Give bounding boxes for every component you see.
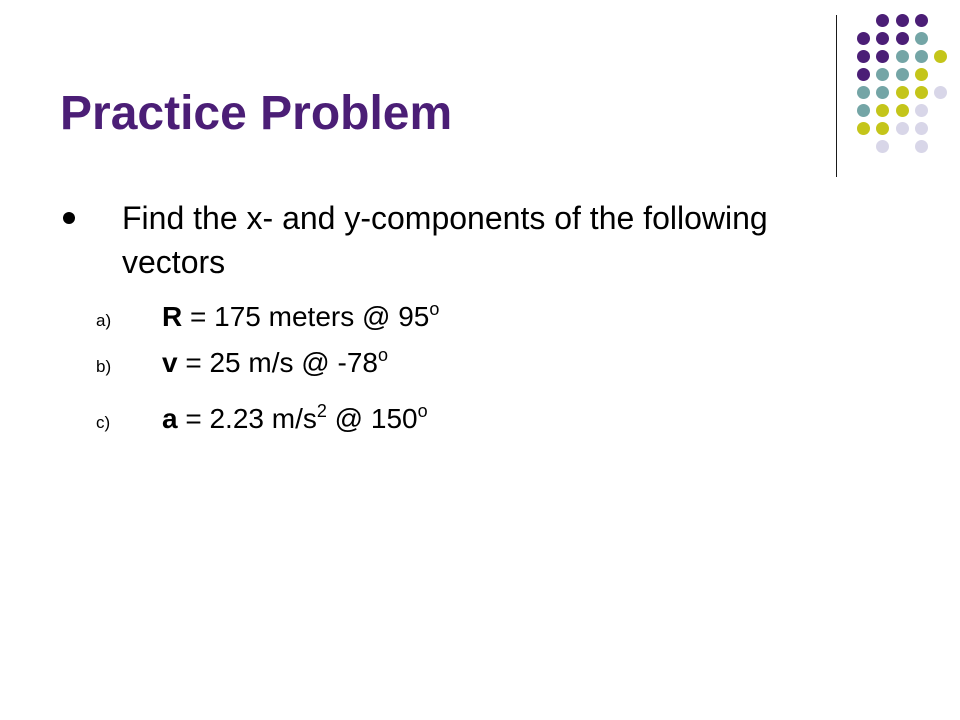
decorative-dot (857, 86, 870, 99)
vector-variable: a (162, 403, 178, 434)
sub-item-text (162, 401, 428, 437)
decorative-dot (896, 14, 909, 27)
squared-superscript: 2 (316, 401, 327, 421)
decorative-dot (915, 140, 928, 153)
decorative-dot (896, 122, 909, 135)
vector-expression: = 175 meters @ 95 (182, 301, 430, 332)
decorative-dot (876, 140, 889, 153)
decorative-dot (896, 86, 909, 99)
decorative-dot (915, 50, 928, 63)
decorative-dot (934, 50, 947, 63)
vector-variable: v (162, 347, 178, 378)
decorative-dot (915, 104, 928, 117)
decorative-dot (876, 14, 889, 27)
decorative-dot (857, 68, 870, 81)
decorative-dot (857, 122, 870, 135)
decorative-dot (896, 104, 909, 117)
slide-title: Practice Problem (60, 87, 453, 140)
decorative-dot (896, 68, 909, 81)
degree-superscript: o (377, 345, 388, 365)
decorative-dot (876, 68, 889, 81)
decorative-dot (915, 14, 928, 27)
decorative-dot (915, 68, 928, 81)
decorative-dot (876, 86, 889, 99)
decorative-dot (896, 50, 909, 63)
vertical-divider (836, 15, 837, 177)
decorative-dot (857, 50, 870, 63)
vector-expression: = 2.23 m/s (177, 403, 317, 434)
decorative-dot (896, 32, 909, 45)
vector-expression-tail: @ 150 (326, 403, 418, 434)
vector-expression: = 25 m/s @ -78 (177, 347, 378, 378)
decorative-dot (857, 104, 870, 117)
decorative-dot (915, 32, 928, 45)
decorative-dot (876, 122, 889, 135)
bullet-dot-icon (63, 212, 75, 224)
sub-item-marker: c) (96, 413, 111, 432)
sub-item-text (162, 345, 388, 381)
sub-item-a (96, 299, 696, 339)
bullet-text: Find the x- and y-components of the following vectors (122, 200, 768, 280)
degree-superscript: o (417, 401, 428, 421)
decorative-dot (934, 86, 947, 99)
decorative-dot (915, 86, 928, 99)
sub-item-text (162, 299, 439, 335)
decorative-dot (876, 32, 889, 45)
decorative-dot (915, 122, 928, 135)
vector-variable: R (162, 301, 183, 332)
decorative-dot (876, 50, 889, 63)
sub-item-c (96, 401, 696, 441)
sub-item-marker: b) (96, 357, 112, 376)
sub-item-marker: a) (96, 311, 112, 330)
degree-superscript: o (429, 299, 440, 319)
sub-item-b (96, 345, 696, 385)
decorative-dot (876, 104, 889, 117)
decorative-dot (857, 32, 870, 45)
